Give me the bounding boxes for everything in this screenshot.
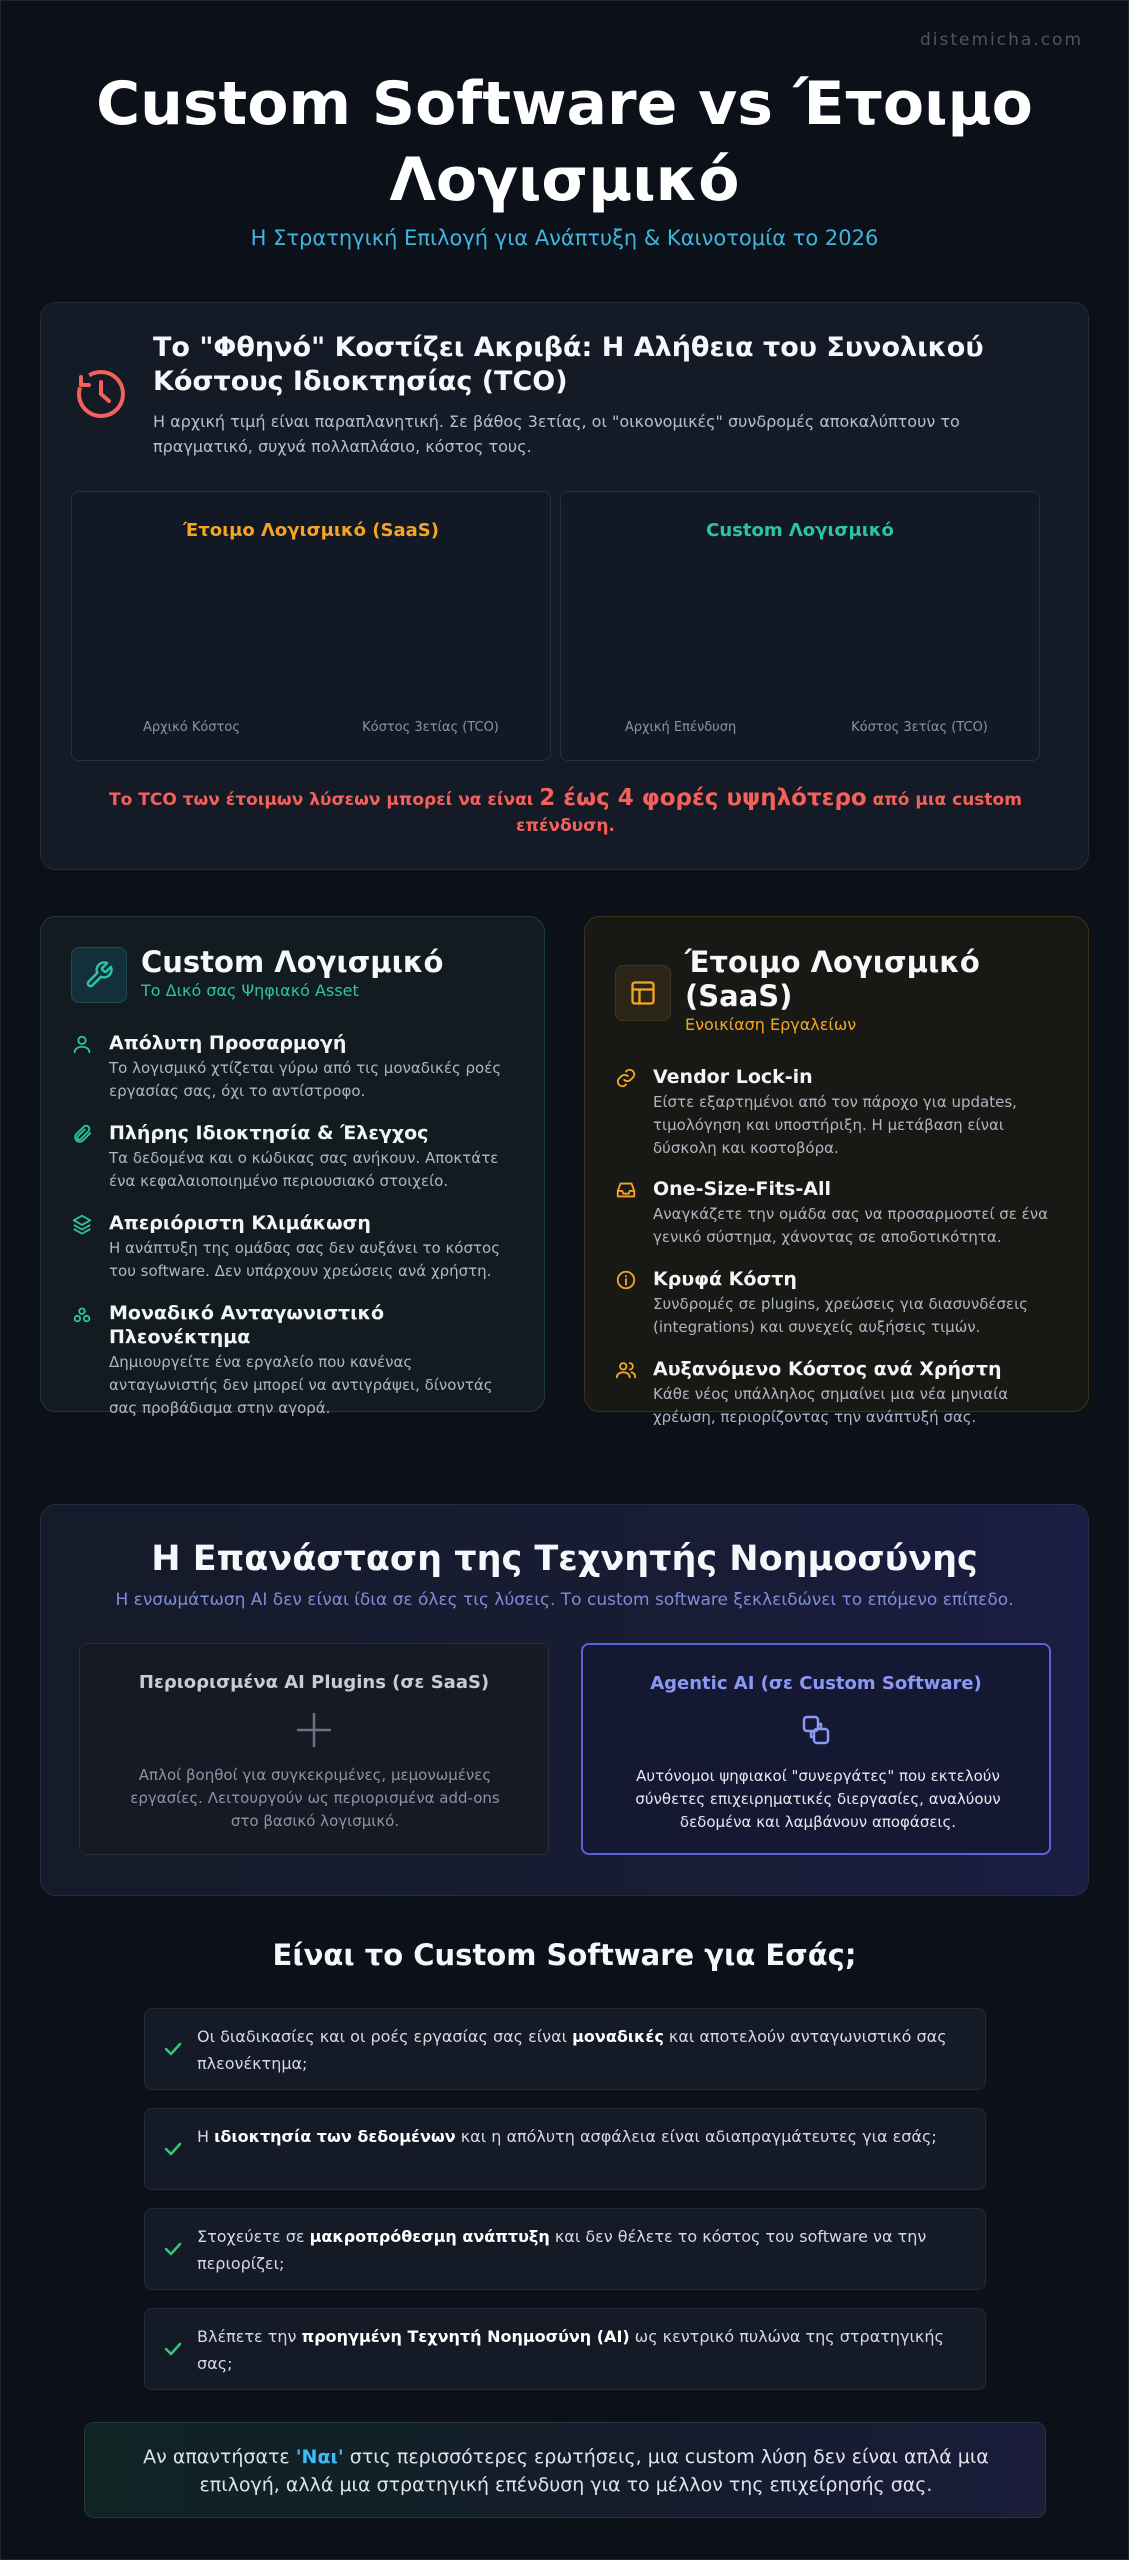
feature-desc: Αναγκάζετε την ομάδα σας να προσαρμοστεί σε ένα γενικό σύστημα, χάνοντας σε αποδοτικότητα. bbox=[653, 1205, 1049, 1246]
layers-icon bbox=[71, 1213, 93, 1235]
feature-title: Μοναδικό Ανταγωνιστικό Πλεονέκτημα bbox=[109, 1302, 385, 1348]
checklist-text-bold: μακροπρόθεσμη ανάπτυξη bbox=[309, 2227, 550, 2246]
checklist-text bbox=[197, 2223, 967, 2277]
fit-title: Είναι το Custom Software για Εσάς; bbox=[272, 1938, 857, 1972]
check-icon bbox=[161, 2137, 185, 2161]
tco-note bbox=[81, 785, 1050, 839]
checklist-text bbox=[197, 2123, 967, 2150]
check-icon bbox=[161, 2337, 185, 2361]
checklist-text-bold: μοναδικές bbox=[572, 2027, 664, 2046]
saas-card bbox=[584, 916, 1089, 1426]
checklist-text-bold: προηγμένη Τεχνητή Νοημοσύνη (AI) bbox=[301, 2327, 630, 2346]
checklist-text bbox=[197, 2023, 967, 2077]
feature-title: Vendor Lock-in bbox=[653, 1066, 813, 1088]
ai-plugins-box bbox=[79, 1643, 549, 1855]
link-icon bbox=[615, 1067, 637, 1089]
saas-chart bbox=[71, 491, 551, 761]
ai-section bbox=[40, 1504, 1089, 1896]
custom-feature bbox=[71, 1031, 521, 1103]
inbox-icon bbox=[615, 1179, 637, 1201]
saas-feature bbox=[615, 1177, 1065, 1249]
conclusion-text bbox=[125, 2443, 1007, 2499]
feature-title: Αυξανόμενο Κόστος ανά Χρήστη bbox=[653, 1358, 1002, 1380]
ai-title: Η Επανάσταση της Τεχνητής Νοημοσύνης bbox=[151, 1539, 978, 1579]
checklist-text-post: και δεν θέλετε το κόστος του software να την περιορίζει; bbox=[197, 2227, 927, 2273]
saas-feature bbox=[615, 1357, 1065, 1429]
plus-icon bbox=[294, 1710, 334, 1750]
ai-plugins-desc: Απλοί βοηθοί για συγκεκριμένες, μεμονωμένες εργασίες. Λειτουργούν ως περιορισμένα add-ons στο βασικό λογισμικό. bbox=[130, 1766, 500, 1830]
checklist-text-pre: Βλέπετε την bbox=[197, 2327, 302, 2346]
users-icon bbox=[615, 1359, 637, 1381]
conclusion-highlight: 'Ναι' bbox=[295, 2446, 344, 2468]
checklist-text-bold: ιδιοκτησία των δεδομένων bbox=[214, 2127, 456, 2146]
saas-title-text: Έτοιμο Λογισμικό (SaaS) bbox=[685, 945, 980, 1013]
custom-title: Custom Λογισμικό bbox=[141, 945, 444, 979]
ai-plugins-title: Περιορισμένα AI Plugins (σε SaaS) bbox=[138, 1672, 490, 1693]
layout-icon bbox=[615, 965, 671, 1021]
tco-card bbox=[40, 302, 1089, 870]
feature-title: Κρυφά Κόστη bbox=[653, 1268, 797, 1290]
checklist-item bbox=[144, 2108, 986, 2190]
feature-desc: Κάθε νέος υπάλληλος σημαίνει μια νέα μηνιαία χρέωση, περιορίζοντας την ανάπτυξή σας. bbox=[653, 1385, 1009, 1426]
custom-chart-plot bbox=[561, 552, 1041, 712]
saas-subtitle: Ενοικίαση Εργαλείων bbox=[685, 1015, 857, 1034]
info-icon bbox=[615, 1269, 637, 1291]
page-title: Custom Software vs Έτοιμο Λογισμικό bbox=[96, 69, 1033, 215]
custom-feature bbox=[71, 1121, 521, 1193]
conclusion-pre: Αν απαντήσατε bbox=[143, 2446, 296, 2468]
saas-chart-plot bbox=[72, 552, 552, 712]
saas-feature bbox=[615, 1267, 1065, 1339]
feature-desc: Τα δεδομένα και ο κώδικας σας ανήκουν. Αποκτάτε ένα κεφαλαιοποιημένο περιουσιακό στοιχείο. bbox=[109, 1149, 499, 1190]
tco-note-pre: Το TCO των έτοιμων λύσεων μπορεί να είναι bbox=[109, 790, 534, 810]
conclusion-post: στις περισσότερες ερωτήσεις, μια custom λύση δεν είναι απλά μια επιλογή, αλλά μια στρατηγική επένδυση για το μέλλον της επιχείρησής σας. bbox=[199, 2446, 989, 2496]
checklist-item bbox=[144, 2208, 986, 2290]
checklist-item bbox=[144, 2308, 986, 2390]
feature-title: Απόλυτη Προσαρμογή bbox=[109, 1032, 347, 1054]
feature-desc: Είστε εξαρτημένοι από τον πάροχο για updates, τιμολόγηση και υποστήριξη. Η μετάβαση είναι δύσκολη και κοστοβόρα. bbox=[653, 1093, 1017, 1157]
custom-subtitle: Το Δικό σας Ψηφιακό Asset bbox=[141, 981, 359, 1000]
check-icon bbox=[161, 2037, 185, 2061]
feature-desc: Συνδρομές σε plugins, χρεώσεις για διασυνδέσεις (integrations) και συνεχείς αυξήσεις τιμών. bbox=[653, 1295, 1028, 1336]
saas-chart-tick-initial: Αρχικό Κόστος bbox=[143, 720, 240, 735]
feature-title: One-Size-Fits-All bbox=[653, 1178, 831, 1200]
feature-title: Πλήρης Ιδιοκτησία & Έλεγχος bbox=[109, 1122, 429, 1144]
page-subtitle: Η Στρατηγική Επιλογή για Ανάπτυξη & Καινοτομία το 2026 bbox=[250, 226, 879, 250]
feature-desc: Το λογισμικό χτίζεται γύρω από τις μοναδικές ροές εργασίας σας, όχι το αντίστροφο. bbox=[109, 1059, 502, 1100]
custom-chart-tick-tco: Κόστος 3ετίας (TCO) bbox=[851, 720, 988, 735]
saas-title bbox=[685, 945, 1088, 1013]
checklist-text-pre: Οι διαδικασίες και οι ροές εργασίας σας είναι bbox=[197, 2027, 573, 2046]
saas-chart-title: Έτοιμο Λογισμικό (SaaS) bbox=[183, 520, 439, 541]
custom-software-card bbox=[40, 916, 545, 1417]
checklist-text-post: και αποτελούν ανταγωνιστικό σας πλεονέκτημα; bbox=[197, 2027, 947, 2073]
agentic-ai-desc: Αυτόνομοι ψηφιακοί "συνεργάτες" που εκτελούν σύνθετες επιχειρηματικές διεργασίες, αναλύουν δεδομένα και λαμβάνουν αποφάσεις. bbox=[635, 1767, 1001, 1831]
agentic-ai-box bbox=[581, 1643, 1051, 1855]
checklist-text-pre: Στοχεύετε σε bbox=[197, 2227, 310, 2246]
clock-icon bbox=[69, 363, 129, 423]
saas-feature bbox=[615, 1065, 1065, 1160]
checklist-text bbox=[197, 2323, 967, 2377]
paperclip-icon bbox=[71, 1123, 93, 1145]
ai-subtitle: Η ενσωμάτωση AI δεν είναι ίδια σε όλες τις λύσεις. Το custom software ξεκλειδώνει το επόμενο επίπεδο. bbox=[115, 1590, 1014, 1610]
custom-chart-tick-initial: Αρχική Επένδυση bbox=[624, 720, 737, 735]
agents-icon bbox=[796, 1711, 836, 1751]
custom-feature bbox=[71, 1211, 521, 1283]
feature-desc: Δημιουργείτε ένα εργαλείο που κανένας ανταγωνιστής δεν μπορεί να αντιγράψει, δίνοντάς σας προβάδισμα στην αγορά. bbox=[109, 1353, 493, 1417]
checklist-text-post: και η απόλυτη ασφάλεια είναι αδιαπραγμάτευτες για εσάς; bbox=[455, 2127, 937, 2146]
user-icon bbox=[71, 1033, 93, 1055]
custom-chart bbox=[560, 491, 1040, 761]
feature-title: Απεριόριστη Κλιμάκωση bbox=[109, 1212, 371, 1234]
tco-note-post: από μια custom επένδυση. bbox=[516, 790, 1022, 836]
tco-title: Το "Φθηνό" Κοστίζει Ακριβά: Η Αλήθεια του Συνολικού Κόστους Ιδιοκτησίας (TCO) bbox=[153, 332, 984, 397]
tco-note-highlight: 2 έως 4 φορές υψηλότερο bbox=[539, 785, 867, 811]
custom-chart-title: Custom Λογισμικό bbox=[706, 520, 894, 541]
feature-desc: Η ανάπτυξη της ομάδας σας δεν αυξάνει το κόστος του software. Δεν υπάρχουν χρεώσεις ανά χρήστη. bbox=[109, 1239, 500, 1280]
site-domain: distemicha.com bbox=[919, 30, 1083, 50]
checklist-text-post: ως κεντρικό πυλώνα της στρατηγικής σας; bbox=[197, 2327, 944, 2373]
atom-icon bbox=[71, 1303, 93, 1325]
checklist-text-pre: Η bbox=[197, 2127, 215, 2146]
conclusion-box bbox=[84, 2422, 1046, 2518]
agentic-ai-title: Agentic AI (σε Custom Software) bbox=[650, 1673, 982, 1694]
tco-description: Η αρχική τιμή είναι παραπλανητική. Σε βάθος 3ετίας, οι "οικονομικές" συνδρομές αποκαλύπτουν το πραγματικό, συχνά πολλαπλάσιο, κόστος τους. bbox=[153, 412, 960, 456]
check-icon bbox=[161, 2237, 185, 2261]
wrench-icon bbox=[71, 947, 127, 1003]
custom-feature bbox=[71, 1301, 521, 1420]
saas-chart-tick-tco: Κόστος 3ετίας (TCO) bbox=[362, 720, 499, 735]
checklist-item bbox=[144, 2008, 986, 2090]
